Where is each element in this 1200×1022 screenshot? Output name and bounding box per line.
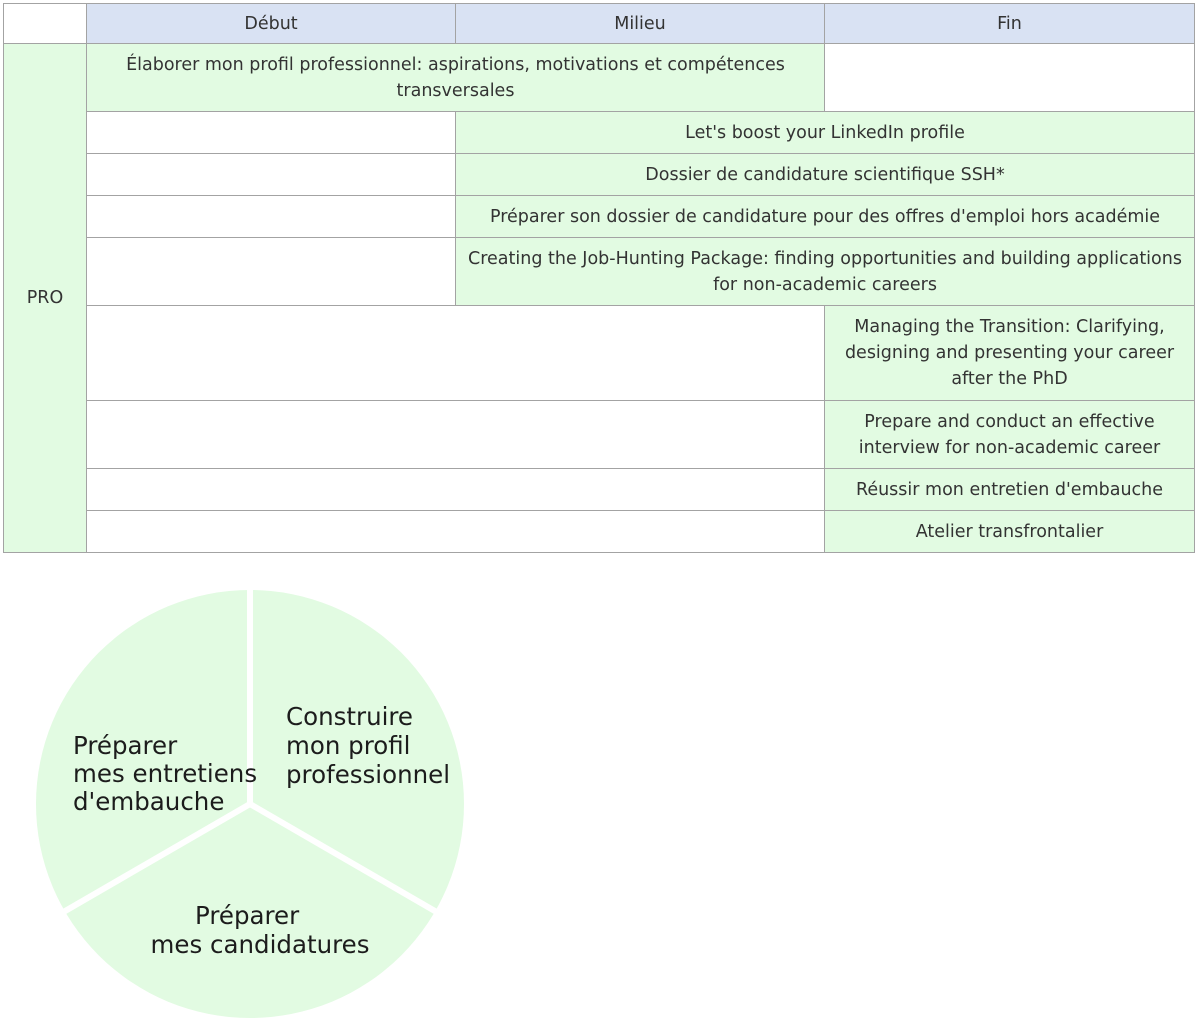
workshop-cell: Managing the Transition: Clarifying, designing and presenting your career after the PhD [825, 306, 1195, 401]
workshop-cell: Creating the Job-Hunting Package: finding opportunities and building applications for non-academic careers [456, 238, 1195, 306]
workshop-cell: Dossier de candidature scientifique SSH* [456, 154, 1195, 196]
segment-label-entretiens: Préparer mes entretiens d'embauche [73, 731, 258, 816]
segment-label-candidatures: Préparer mes candidatures [150, 901, 370, 959]
workshop-cell: Préparer son dossier de candidature pour des offres d'emploi hors académie [456, 196, 1195, 238]
workshop-cell: Réussir mon entretien d'embauche [825, 469, 1195, 511]
header-milieu: Milieu [456, 4, 825, 44]
workshop-cell: Prepare and conduct an effective interview for non-academic career [825, 401, 1195, 469]
category-pro-cell: PRO [4, 44, 87, 553]
empty-cell [825, 44, 1195, 112]
workshop-cell: Atelier transfrontalier [825, 511, 1195, 553]
workshop-cell: Élaborer mon profil professionnel: aspirations, motivations et compétences transversales [87, 44, 825, 112]
header-fin: Fin [825, 4, 1195, 44]
career-wheel-diagram [0, 0, 520, 1022]
header-debut: Début [87, 4, 456, 44]
segment-label-profil: Construire mon profil professionnel [286, 702, 451, 789]
workshop-cell: Let's boost your LinkedIn profile [456, 112, 1195, 154]
